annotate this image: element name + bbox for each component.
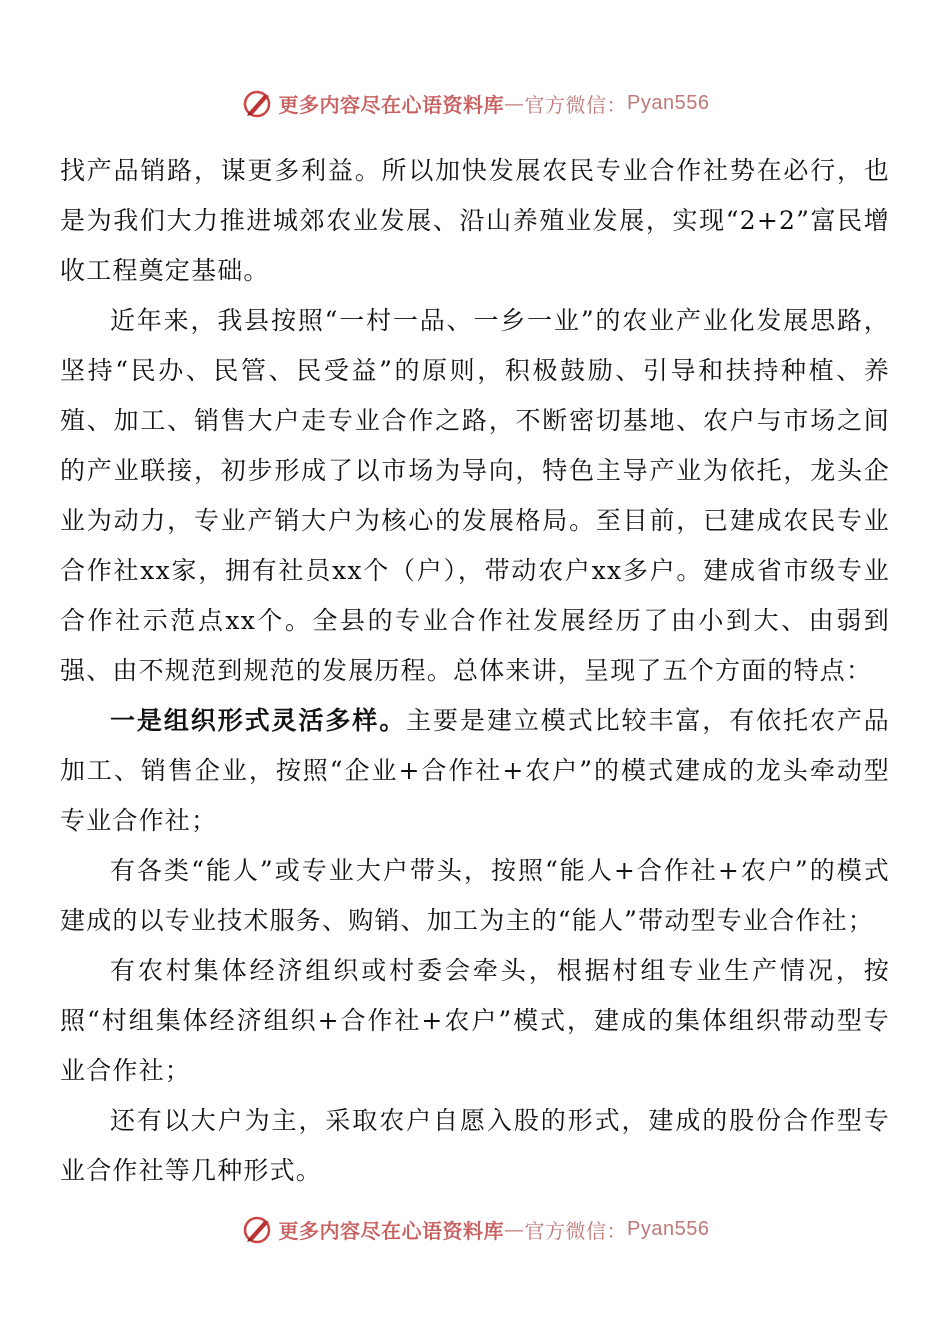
watermark-contact: 官方微信： [524, 1218, 628, 1243]
pen-logo-icon [241, 86, 275, 120]
paragraph-1 [60, 146, 890, 296]
paragraph-6 [60, 1096, 890, 1196]
paragraph-2 [60, 296, 890, 696]
watermark-brand: 更多内容尽在心语资料库 [278, 1218, 505, 1243]
watermark-dash: — [504, 1217, 525, 1241]
paragraph-3 [60, 696, 890, 846]
watermark-id: Pyan556 [627, 1217, 710, 1240]
footer-watermark [0, 1212, 950, 1246]
paragraph-text: 还有以大户为主，采取农户自愿入股的形式，建成的股份合作型专业合作社等几种形式。 [60, 1106, 890, 1185]
watermark-id: Pyan556 [627, 91, 710, 114]
document-body [60, 146, 890, 1196]
paragraph-text: 有农村集体经济组织或村委会牵头，根据村组专业生产情况，按照“村组集体经济组织+合作社+农户”模式，建成的集体组织带动型专业合作社； [60, 956, 890, 1085]
watermark-contact: 官方微信： [524, 92, 628, 117]
paragraph-text: 近年来，我县按照“一村一品、一乡一业”的农业产业化发展思路，坚持“民办、民管、民受益”的原则，积极鼓励、引导和扶持种植、养殖、加工、销售大户走专业合作之路，不断密切基地、农户与市场之间的产业联接，初步形成了以市场为导向，特色主导产业为依托，龙头企业为动力，专业产销大户为核心的发展格局。至目前，已建成农民专业合作社xx家，拥有社员xx个（户），带动农户xx多户。建成省市级专业合作社示范点xx个。全县的专业合作社发展经历了由小到大、由弱到强、由不规范到规范的发展历程。总体来讲，呈现了五个方面的特点： [60, 306, 890, 685]
paragraph-text: 有各类“能人”或专业大户带头，按照“能人+合作社+农户”的模式建成的以专业技术服务、购销、加工为主的“能人”带动型专业合作社； [60, 856, 890, 935]
header-watermark [0, 86, 950, 120]
pen-logo-icon [241, 1212, 275, 1246]
paragraph-lead: 一是组织形式灵活多样。 [110, 706, 407, 735]
watermark-brand: 更多内容尽在心语资料库 [278, 92, 505, 117]
paragraph-text: 找产品销路，谋更多利益。所以加快发展农民专业合作社势在必行，也是为我们大力推进城郊农业发展、沿山养殖业发展，实现“2+2”富民增收工程奠定基础。 [60, 156, 890, 285]
paragraph-text: 主要是建立模式比较丰富，有依托农产品加工、销售企业，按照“企业+合作社+农户”的模式建成的龙头牵动型专业合作社； [60, 706, 890, 835]
paragraph-4 [60, 846, 890, 946]
watermark-dash: — [504, 91, 525, 115]
paragraph-5 [60, 946, 890, 1096]
